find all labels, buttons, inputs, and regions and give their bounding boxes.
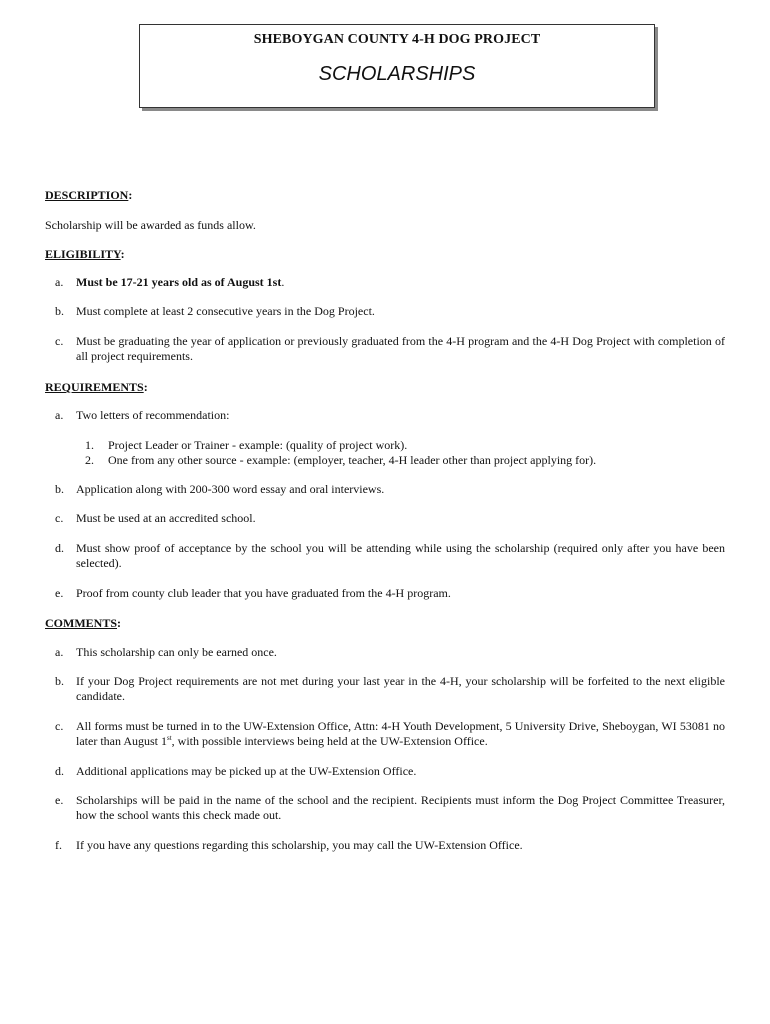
comments-heading: COMMENTS: (45, 616, 121, 630)
list-item: d. Must show proof of acceptance by the school you will be attending while using the scholarship (required only after you have been selected). (55, 541, 725, 570)
list-item: c. Must be used at an accredited school. (55, 511, 256, 525)
list-item: b. If your Dog Project requirements are not met during your last year in the 4-H, your scholarship will be forfeited to the next eligible candidate. (55, 674, 725, 703)
list-item: e. Proof from county club leader that you have graduated from the 4-H program. (55, 586, 451, 600)
org-title: SHEBOYGAN COUNTY 4-H DOG PROJECT (253, 32, 541, 47)
description-heading: DESCRIPTION: (45, 188, 133, 202)
list-item: b. Must complete at least 2 consecutive years in the Dog Project. (55, 304, 375, 318)
list-item: f. If you have any questions regarding this scholarship, you may call the UW-Extension Office. (55, 838, 523, 852)
doc-title: SCHOLARSHIPS (318, 63, 476, 85)
sub-list-item: 2. One from any other source - example: (employer, teacher, 4-H leader other than project applying for). (85, 453, 597, 467)
list-item: b. Application along with 200-300 word essay and oral interviews. (55, 482, 385, 496)
list-item: a. Two letters of recommendation: (55, 408, 230, 422)
document-body (45, 187, 725, 853)
list-item: c. All forms must be turned in to the UW-Extension Office, Attn: 4-H Youth Development, 5 University Drive, Sheboygan, WI 53081 no later than August 1st, with possible interviews being held at the UW-Extension Office. (55, 719, 725, 748)
requirements-heading: REQUIREMENTS: (45, 380, 148, 394)
list-item: c. Must be graduating the year of application or previously graduated from the 4-H program and the 4-H Dog Project with completion of all project requirements. (55, 334, 725, 363)
list-item: d. Additional applications may be picked up at the UW-Extension Office. (55, 764, 417, 778)
description-text: Scholarship will be awarded as funds allow. (45, 218, 256, 232)
eligibility-heading: ELIGIBILITY: (45, 247, 125, 261)
list-item: e. Scholarships will be paid in the name of the school and the recipient. Recipients must inform the Dog Project Committee Treasurer, how the school wants this check made out. (55, 793, 725, 822)
sub-list-item: 1. Project Leader or Trainer - example: (quality of project work). (85, 438, 408, 452)
list-item: a. This scholarship can only be earned once. (55, 645, 277, 659)
title-box (139, 24, 655, 108)
list-item: a. Must be 17-21 years old as of August 1st. (55, 275, 285, 289)
